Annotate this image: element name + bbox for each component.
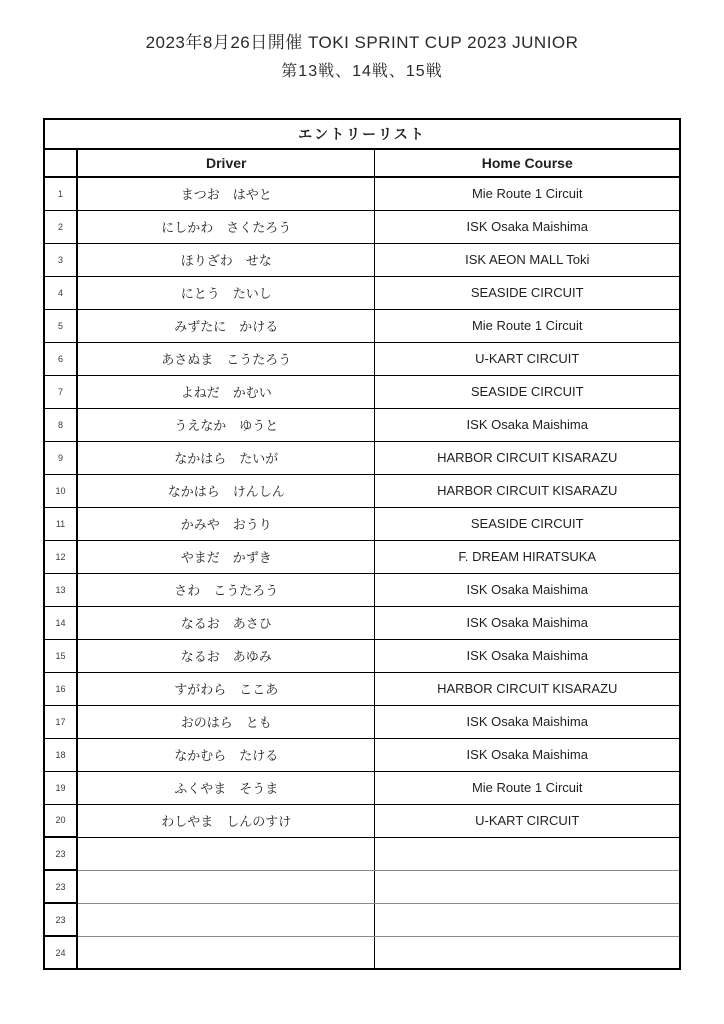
table-row — [44, 210, 680, 243]
home-course: SEASIDE CIRCUIT — [375, 276, 680, 309]
entry-number: 23 — [44, 837, 77, 870]
driver-name: さわ こうたろう — [77, 573, 375, 606]
home-course: ISK Osaka Maishima — [375, 210, 680, 243]
table-row — [44, 705, 680, 738]
driver-name: にとう たいし — [77, 276, 375, 309]
entry-number: 16 — [44, 672, 77, 705]
table-row — [44, 375, 680, 408]
entry-number: 10 — [44, 474, 77, 507]
table-caption-row — [44, 119, 680, 149]
driver-name: なかはら たいが — [77, 441, 375, 474]
entry-number: 18 — [44, 738, 77, 771]
home-course: HARBOR CIRCUIT KISARAZU — [375, 672, 680, 705]
table-row — [44, 639, 680, 672]
home-course: HARBOR CIRCUIT KISARAZU — [375, 441, 680, 474]
home-course: ISK Osaka Maishima — [375, 705, 680, 738]
page-title: 2023年8月26日開催 TOKI SPRINT CUP 2023 JUNIOR — [145, 33, 579, 52]
entry-number: 19 — [44, 771, 77, 804]
table-row — [44, 738, 680, 771]
driver-name: すがわら ここあ — [77, 672, 375, 705]
entry-number: 6 — [44, 342, 77, 375]
entry-number: 13 — [44, 573, 77, 606]
home-course — [375, 837, 680, 870]
home-course: ISK Osaka Maishima — [375, 573, 680, 606]
table-row — [44, 606, 680, 639]
entry-number: 1 — [44, 177, 77, 210]
driver-name: ほりざわ せな — [77, 243, 375, 276]
entry-number: 23 — [44, 870, 77, 903]
column-header-row — [44, 149, 680, 177]
entry-number: 12 — [44, 540, 77, 573]
driver-name: かみや おうり — [77, 507, 375, 540]
table-row — [44, 837, 680, 870]
home-course: SEASIDE CIRCUIT — [375, 507, 680, 540]
home-course: U-KART CIRCUIT — [375, 804, 680, 837]
entry-number: 24 — [44, 936, 77, 969]
page-subtitle: 第13戦、14戦、15戦 — [281, 63, 443, 80]
table-row — [44, 540, 680, 573]
table-row — [44, 474, 680, 507]
driver-name — [77, 837, 375, 870]
home-course: ISK Osaka Maishima — [375, 639, 680, 672]
table-row — [44, 309, 680, 342]
home-course: Mie Route 1 Circuit — [375, 309, 680, 342]
entry-list-table — [43, 118, 681, 970]
table-row — [44, 672, 680, 705]
home-course — [375, 903, 680, 936]
table-row — [44, 936, 680, 969]
driver-column-header: Driver — [77, 149, 375, 177]
home-course: HARBOR CIRCUIT KISARAZU — [375, 474, 680, 507]
entry-number: 23 — [44, 903, 77, 936]
driver-name: にしかわ さくたろう — [77, 210, 375, 243]
driver-name: ふくやま そうま — [77, 771, 375, 804]
home-course: SEASIDE CIRCUIT — [375, 375, 680, 408]
driver-name: あさぬま こうたろう — [77, 342, 375, 375]
home-course: ISK Osaka Maishima — [375, 738, 680, 771]
number-column-header — [44, 149, 77, 177]
table-row — [44, 870, 680, 903]
home-course — [375, 870, 680, 903]
entry-number: 14 — [44, 606, 77, 639]
driver-name: まつお はやと — [77, 177, 375, 210]
entry-number: 3 — [44, 243, 77, 276]
table-row — [44, 177, 680, 210]
table-row — [44, 276, 680, 309]
driver-name: なかはら けんしん — [77, 474, 375, 507]
home-course: F. DREAM HIRATSUKA — [375, 540, 680, 573]
driver-name: わしやま しんのすけ — [77, 804, 375, 837]
document-header — [0, 0, 724, 86]
entry-number: 2 — [44, 210, 77, 243]
home-course: Mie Route 1 Circuit — [375, 177, 680, 210]
home-course: U-KART CIRCUIT — [375, 342, 680, 375]
table-row — [44, 507, 680, 540]
table-row — [44, 771, 680, 804]
table-row — [44, 342, 680, 375]
table-caption: エントリーリスト — [44, 119, 680, 149]
entry-number: 9 — [44, 441, 77, 474]
entry-number: 11 — [44, 507, 77, 540]
home-course: ISK Osaka Maishima — [375, 408, 680, 441]
entry-number: 15 — [44, 639, 77, 672]
driver-name — [77, 903, 375, 936]
table-row — [44, 441, 680, 474]
driver-name: なかむら たける — [77, 738, 375, 771]
home-course: ISK Osaka Maishima — [375, 606, 680, 639]
home-course — [375, 936, 680, 969]
driver-name: うえなか ゆうと — [77, 408, 375, 441]
driver-name — [77, 870, 375, 903]
table-row — [44, 408, 680, 441]
driver-name: みずたに かける — [77, 309, 375, 342]
driver-name: やまだ かずき — [77, 540, 375, 573]
driver-name: おのはら とも — [77, 705, 375, 738]
table-row — [44, 243, 680, 276]
table-row — [44, 903, 680, 936]
home-course-column-header: Home Course — [375, 149, 680, 177]
entry-number: 8 — [44, 408, 77, 441]
home-course: Mie Route 1 Circuit — [375, 771, 680, 804]
entry-number: 20 — [44, 804, 77, 837]
driver-name: なるお あゆみ — [77, 639, 375, 672]
entry-number: 7 — [44, 375, 77, 408]
driver-name: なるお あさひ — [77, 606, 375, 639]
home-course: ISK AEON MALL Toki — [375, 243, 680, 276]
entry-number: 5 — [44, 309, 77, 342]
entry-number: 17 — [44, 705, 77, 738]
driver-name: よねだ かむい — [77, 375, 375, 408]
driver-name — [77, 936, 375, 969]
entry-number: 4 — [44, 276, 77, 309]
table-row — [44, 573, 680, 606]
table-row — [44, 804, 680, 837]
